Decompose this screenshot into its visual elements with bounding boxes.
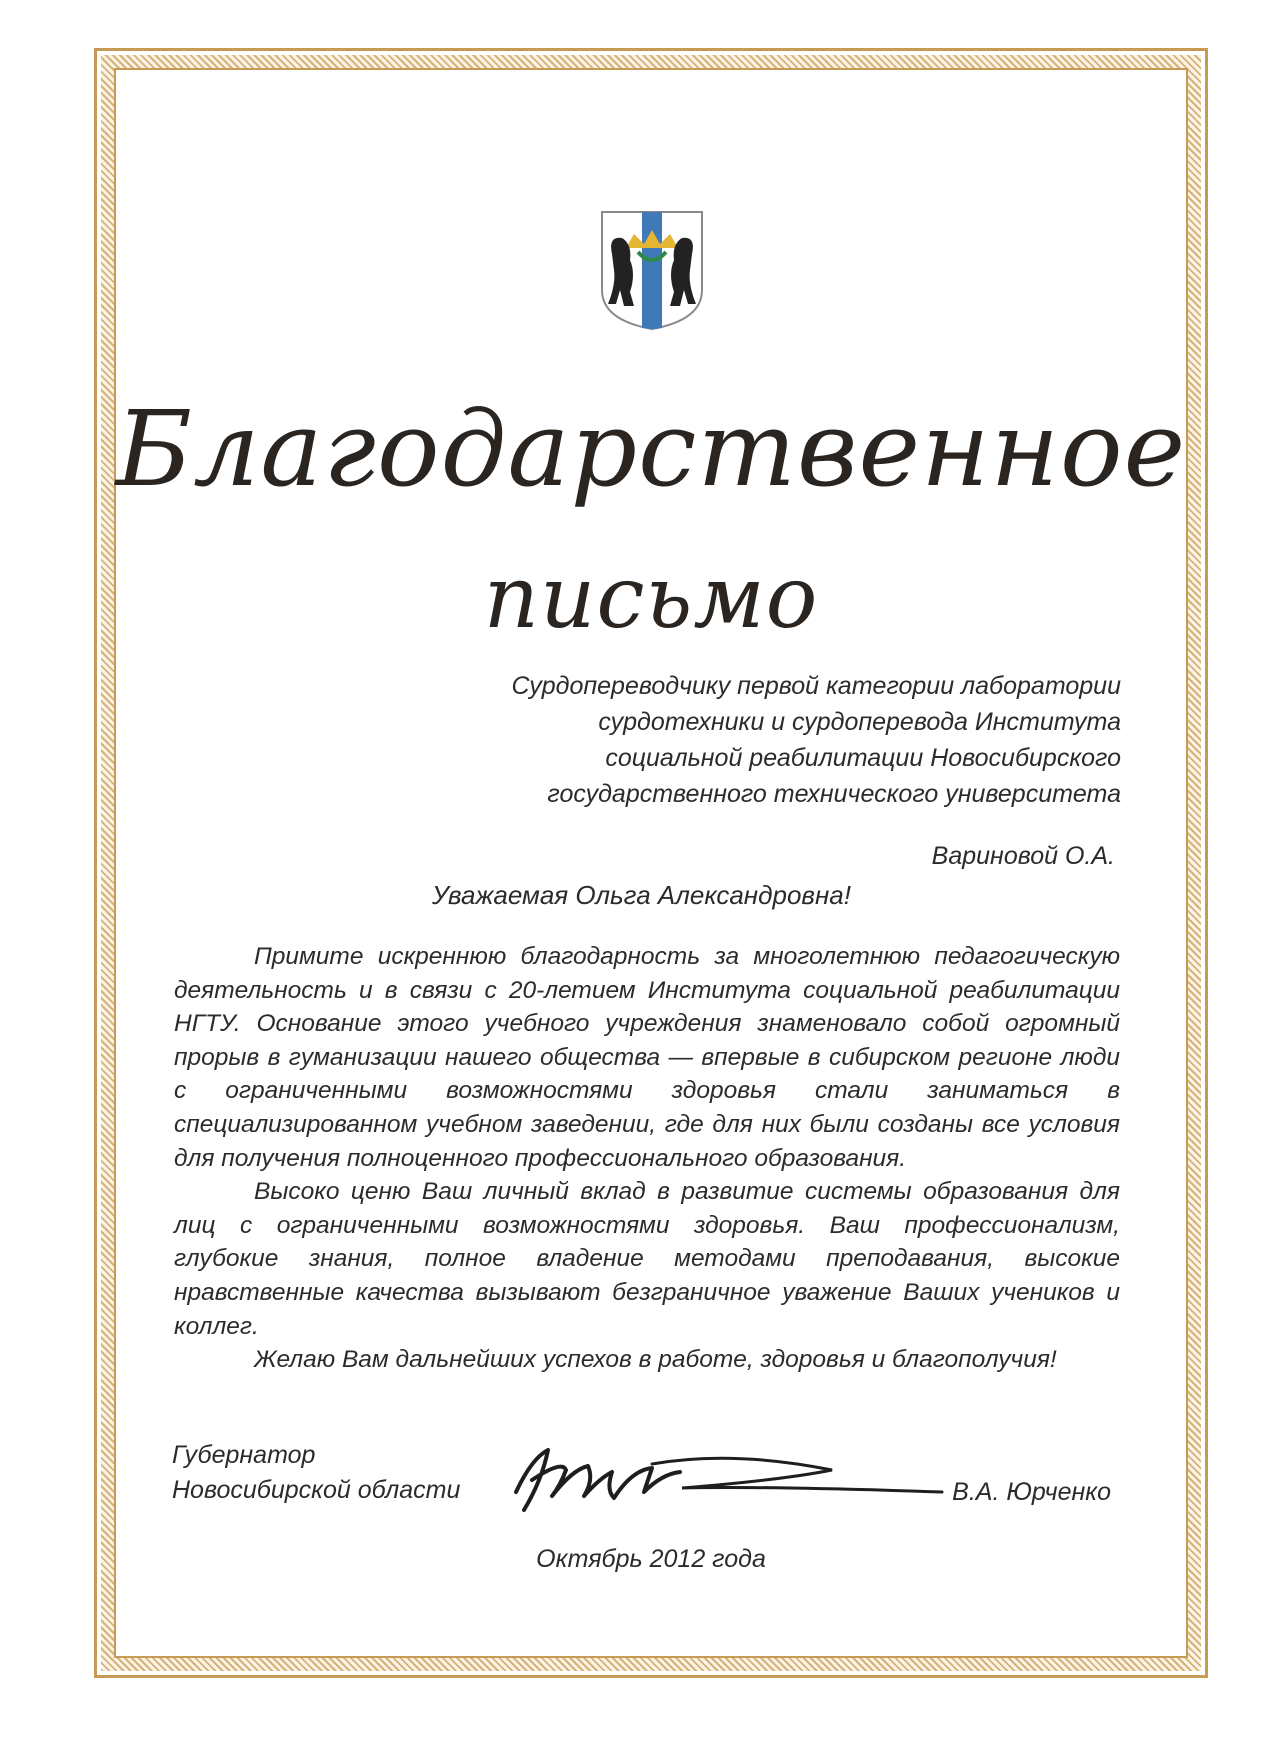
addressee-line: социальной реабилитации Новосибирского bbox=[605, 744, 1121, 772]
signatory-title bbox=[172, 1438, 460, 1508]
title-line-2: письмо bbox=[483, 548, 819, 648]
letter-body bbox=[174, 940, 1120, 1377]
paragraph-wish: Желаю Вам дальнейших успехов в работе, здоровья и благополучия! bbox=[254, 1346, 1057, 1374]
signatory-name: В.А. Юрченко bbox=[952, 1478, 1111, 1506]
greeting: Уважаемая Ольга Александровна! bbox=[432, 880, 851, 910]
addressee-line: государственного технического университета bbox=[547, 780, 1121, 808]
addressee-line: сурдотехники и сурдоперевода Института bbox=[598, 708, 1121, 736]
addressee-line: Сурдопереводчику первой категории лаборатории bbox=[511, 672, 1121, 700]
signatory-title-line-1: Губернатор bbox=[172, 1441, 316, 1469]
addressee-block bbox=[361, 668, 1121, 812]
title-line-1: Благодарственное bbox=[115, 388, 1187, 510]
handwritten-signature bbox=[502, 1440, 954, 1530]
letter-date: Октябрь 2012 года bbox=[536, 1545, 766, 1573]
recipient-name: Вариновой О.А. bbox=[931, 842, 1115, 870]
signatory-title-line-2: Новосибирской области bbox=[172, 1476, 461, 1504]
novosibirsk-coat-of-arms-icon bbox=[598, 208, 706, 332]
paragraph: Примите искреннюю благодарность за многолетнюю педагогическую деятельность и в связи с 20-летием Института социальной реабилитации НГТУ. Основание этого учебного учреждения знаменовало собой огромный прорыв в гуманизации нашего общества — впервые в сибирском регионе люди с ограниченными возможностями здоровья стали заниматься в специализированном учебном заведении, где для них были созданы все условия для получения полноценного профессионального образования. bbox=[174, 943, 1120, 1172]
paragraph: Высоко ценю Ваш личный вклад в развитие системы образования для лиц с ограниченными возможностями здоровья. Ваш профессионализм, глубокие знания, полное владение методами преподавания, высокие нравственные качества вызывают безграничное уважение Ваших учеников и коллег. bbox=[174, 1178, 1120, 1340]
